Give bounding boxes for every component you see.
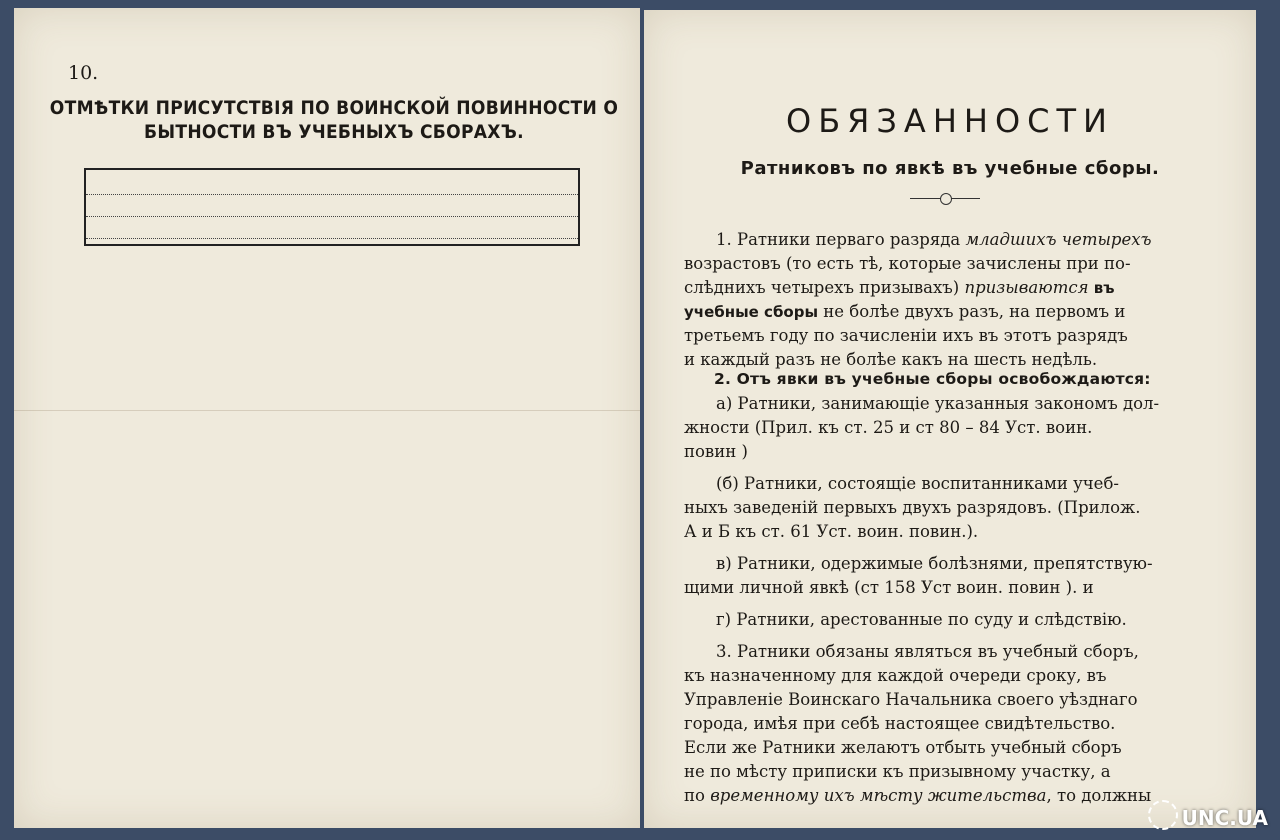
text-line: в) Ратники, одержимые болѣзнями, препятствую- (716, 554, 1153, 573)
text-line: учебные сборы не болѣе двухъ разъ, на первомъ и (684, 302, 1126, 321)
page-number: 10. (68, 62, 99, 84)
text-line: 1. Ратники перваго разряда младшихъ четырехъ (716, 230, 1152, 249)
text-line: Управленіе Воинскаго Начальника своего уѣзднаго (684, 690, 1138, 709)
dotted-line (86, 238, 578, 239)
dotted-line (86, 194, 578, 195)
dotted-line (86, 216, 578, 217)
text-line: слѣднихъ четырехъ призывахъ) призываются въ (684, 278, 1115, 297)
text-line: а) Ратники, занимающіе указанныя закономъ дол- (716, 394, 1160, 413)
ornament-icon (940, 193, 952, 205)
heading-line-1: ОТМѢТКИ ПРИСУТСТВІЯ ПО ВОИНСКОЙ ПОВИННОСТИ О (49, 97, 619, 119)
text-line: (б) Ратники, состоящіе воспитанниками учеб- (716, 474, 1119, 493)
text-line: третьемъ году по зачисленіи ихъ въ этотъ разрядъ (684, 326, 1128, 345)
left-page (14, 8, 640, 828)
text-line: г) Ратники, арестованные по суду и слѣдствію. (716, 610, 1127, 629)
text-line: жности (Прил. къ ст. 25 и ст 80 – 84 Уст. воин. (684, 418, 1093, 437)
entry-box (84, 168, 580, 246)
fold-crease (14, 410, 640, 411)
heading-line-2: БЫТНОСТИ ВЪ УЧЕБНЫХЪ СБОРАХЪ. (144, 121, 524, 143)
text-line: ныхъ заведеній первыхъ двухъ разрядовъ. (Прилож. (684, 498, 1141, 517)
page-heading (44, 96, 624, 144)
right-page (644, 10, 1256, 828)
text-line: по временному ихъ мѣсту жительства, то должны (684, 786, 1152, 805)
section-heading: 2. Отъ явки въ учебные сборы освобождаются: (714, 370, 1151, 388)
text-line: щими личной явкѣ (ст 158 Уст воин. повин ). и (684, 578, 1094, 597)
page-subtitle: Ратниковъ по явкѣ въ учебные сборы. (740, 158, 1160, 179)
text-line: и каждый разъ не болѣе какъ на шесть недѣль. (684, 350, 1098, 369)
text-line: города, имѣя при себѣ настоящее свидѣтельство. (684, 714, 1116, 733)
text-line: къ назначенному для каждой очереди сроку, въ (684, 666, 1107, 685)
watermark-logo-icon (1148, 800, 1178, 830)
text-line: Если же Ратники желаютъ отбыть учебный сборъ (684, 738, 1122, 757)
text-line: А и Б къ ст. 61 Уст. воин. повин.). (684, 522, 979, 541)
text-line: 3. Ратники обязаны являться въ учебный сборъ, (716, 642, 1139, 661)
text-line: повин ) (684, 442, 748, 461)
page-title: ОБЯЗАННОСТИ (786, 102, 1114, 140)
watermark: UNC.UA (1181, 806, 1268, 830)
text-line: возрастовъ (то есть тѣ, которые зачислены при по- (684, 254, 1131, 273)
text-line: не по мѣсту приписки къ призывному участку, а (684, 762, 1111, 781)
